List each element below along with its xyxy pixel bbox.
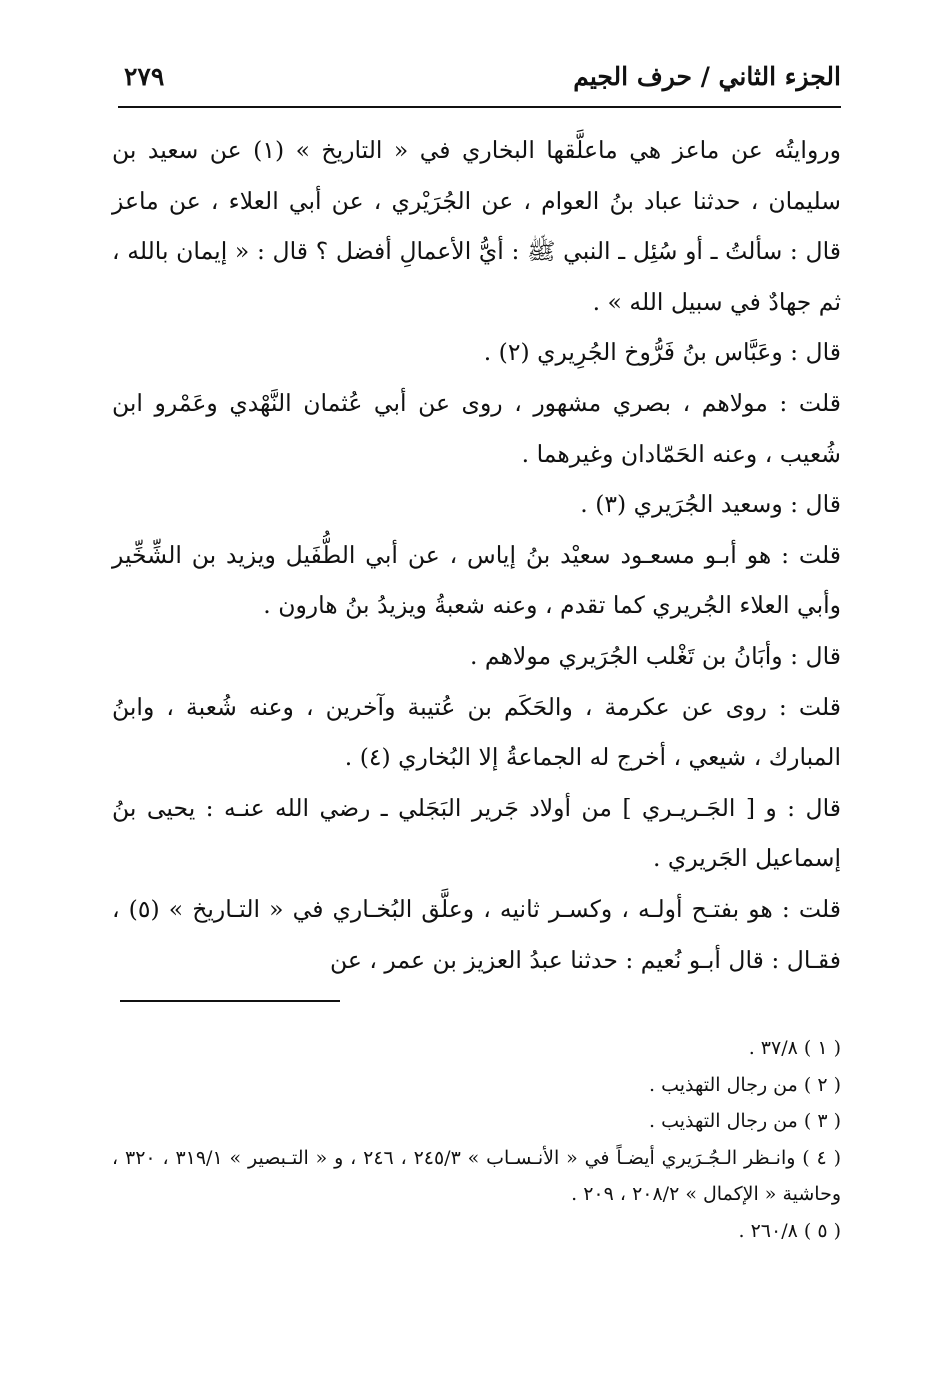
- page-number: ٢٧٩: [124, 62, 165, 91]
- footnote-2: ( ٢ ) من رجال التهذيب .: [649, 1073, 841, 1096]
- paragraph-jariri: قال : و [ الجَـريـري ] من أولاد جَرير البَجَلي ـ رضي الله عنـه : يحيى بنُ إسماعيل الجَريري .: [112, 793, 841, 873]
- page-header: [118, 50, 841, 108]
- footnote-4: ( ٤ ) وانـظر الـجُـرَيري أيضـاً في « الأنـسـاب » ٢٤٥/٣ ، ٢٤٦ ، و « التـبصير » ٣١٩/١ ، ٣٢٠ ، وحاشية « الإكمال » ٢٠٨/٢ ، ٢٠٩ .: [112, 1146, 842, 1205]
- footnote-1: ( ١ ) ٣٧/٨ .: [748, 1037, 841, 1059]
- running-title: الجزء الثاني / حرف الجيم: [573, 62, 841, 91]
- footnotes: [112, 1030, 841, 1249]
- main-text: [112, 125, 841, 985]
- paragraph-aban-note: قلت : روى عن عكرمة ، والحَكَم بن عُتيبة وآخرين ، وعنه شُعبة ، وابنُ المبارك ، شيعي ، أخرج له الجماعةُ إلا البُخاري (٤) .: [112, 692, 841, 772]
- paragraph-abbas-note: قلت : مولاهم ، بصري مشهور ، روى عن أبي عُثمان النَّهْدي وعَمْرو ابن شُعيب ، وعنه الحَمّادان وغيرهما .: [112, 388, 841, 468]
- paragraph-abbas: قال : وعَبَّاس بنُ فَرُّوخ الجُرِيري (٢) .: [483, 338, 841, 367]
- paragraph-jariri-note: قلت : هو بفتـح أولـه ، وكسـر ثانيه ، وعلَّق البُخـاري في « التـاريخ » (٥) ، فقـال : قال أبـو نُعيم : حدثنا عبدُ العزيز بن عمر ، عن: [112, 894, 841, 974]
- footnote-3: ( ٣ ) من رجال التهذيب .: [649, 1110, 841, 1132]
- paragraph-said-note: قلت : هو أبـو مسعـود سعيْد بنُ إياس ، عن أبي الطُّفَيل ويزيد بن الشِّخِّير وأبي العلاء الجُريري كما تقدم ، وعنه شعبةُ ويزيدُ بنُ هارون .: [112, 540, 841, 620]
- footnote-divider: [120, 1000, 340, 1002]
- paragraph-riwaya: وروايتُه عن ماعز هي ماعلَّقها البخاري في « التاريخ » (١) عن سعيد بن سليمان ، حدثنا عباد بنُ العوام ، عن الجُرَيْري ، عن أبي العلاء ، عن ماعز قال : سألتُ ـ أو سُئِل ـ النبي ﷺ : أيُّ الأعمالِ أفضل ؟ قال : « إيمان بالله ، ثم جهادٌ في سبيل الله » .: [112, 136, 841, 316]
- footnote-5: ( ٥ ) ٢٦٠/٨ .: [738, 1219, 841, 1242]
- paragraph-aban: قال : وأبَانُ بن تَغْلب الجُرَيري مولاهم .: [469, 641, 841, 670]
- paragraph-said: قال : وسعيد الجُرَيري (٣) .: [580, 490, 841, 519]
